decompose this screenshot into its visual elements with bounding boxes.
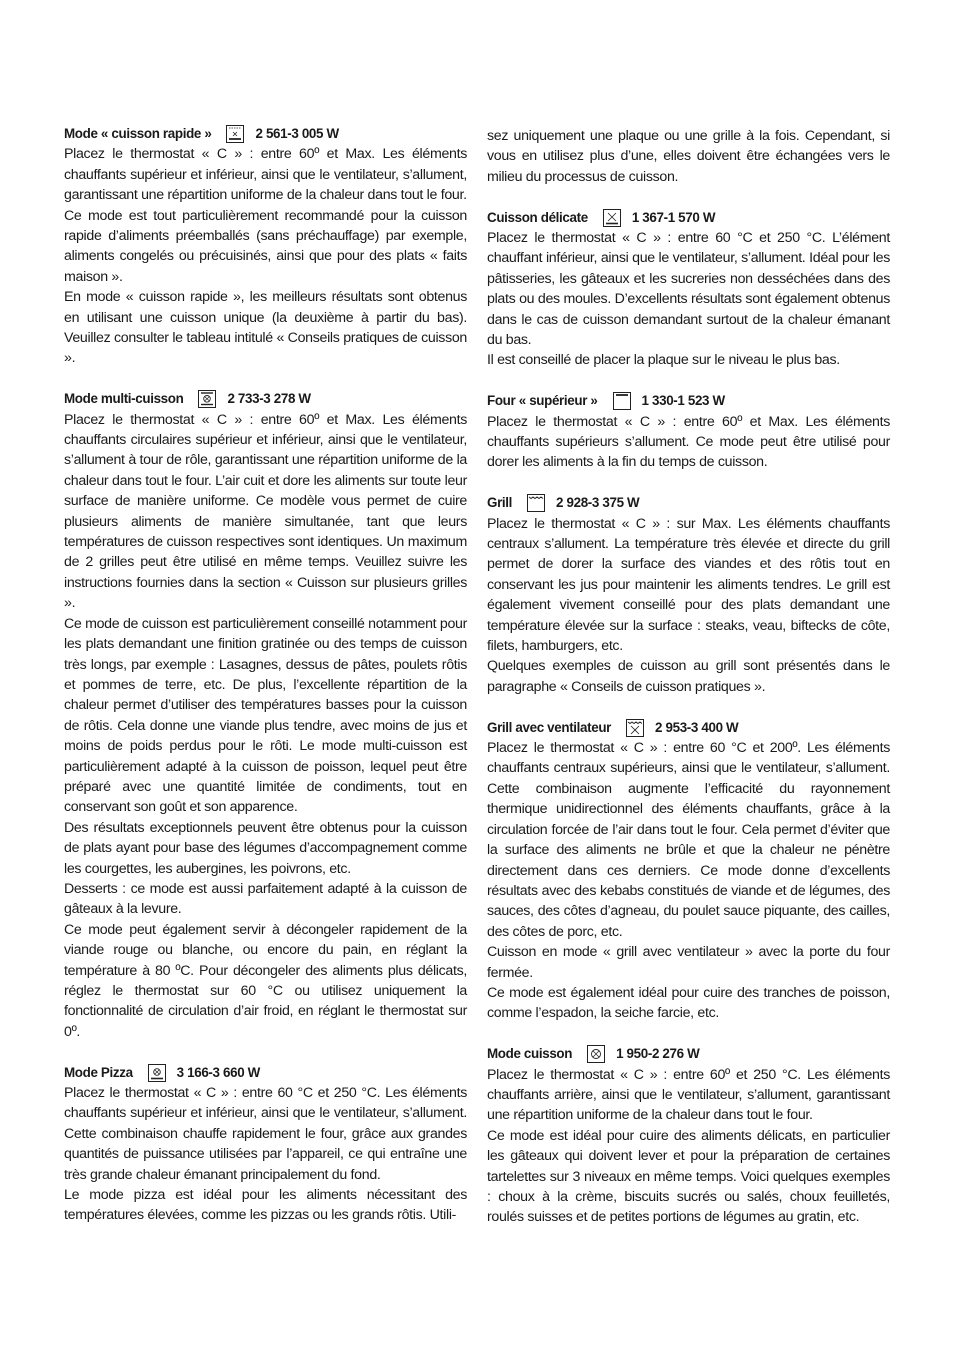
section-power: 3 166-3 660 W <box>176 1064 260 1080</box>
section-title: Grill avec ventilateur <box>487 719 612 735</box>
paragraph: Placez le thermostat « C » : entre 60º et Max. Les éléments chauffants circulaires supérieur et inférieur, ainsi que le ventilateur, s’allument à tour de rôle, garantissant une répartition uniforme de la chaleur dans tout le four. L’air cuit et dore les aliments sur toute leur surface de manière uniforme. Ce modèle vous permet de cuire plusieurs aliments de manière simultanée, tant que leurs températures de cuisson respectives sont identiques. Un maximum de 2 grilles peut être utilisé en même temps. Veuillez suivre les instructions fournies dans la section « Cuisson sur plusieurs grilles ». <box>64 411 467 612</box>
top-heat-icon <box>612 392 632 410</box>
section-power: 2 928-3 375 W <box>556 495 640 511</box>
paragraph: Le mode pizza est idéal pour les aliments nécessitant des températures élevées, comme les pizzas ou les grands rôtis. Utili- <box>64 1187 467 1224</box>
section-power: 1 950-2 276 W <box>616 1046 700 1062</box>
section-power: 2 733-3 278 W <box>227 391 311 407</box>
paragraph: Ce mode peut également servir à décongeler rapidement de la viande rouge ou blanche, ou encore du pain, en réglant la température à 80 ºC. Pour décongeler des aliments plus délicats, réglez le thermostat sur 60 °C ou utilisez uniquement la fonctionnalité de circulation d’air froid, en réglant le thermostat sur 0º. <box>64 921 467 1040</box>
fan-cooking-icon <box>586 1045 606 1063</box>
section-heading <box>64 389 467 409</box>
paragraph: Quelques exemples de cuisson au grill sont présentés dans le paragraphe « Conseils de cuisson pratiques ». <box>487 658 890 695</box>
section-title: Mode multi-cuisson <box>64 391 184 407</box>
paragraph: Desserts : ce mode est aussi parfaitement adapté à la cuisson de gâteaux à la levure. <box>64 880 467 918</box>
section-power: 2 561-3 005 W <box>255 126 339 141</box>
fast-cooking-icon <box>225 125 245 143</box>
paragraph: Des résultats exceptionnels peuvent être obtenus pour la cuisson de plats ayant pour base des légumes d’accompagnement comme les courgettes, les aubergines, les poivrons, etc. <box>64 819 467 877</box>
paragraph-continuation: sez uniquement une plaque ou une grille à la fois. Cependant, si vous en utilisez plus d’une, elles doivent être échangées vers le milieu du processus de cuisson. <box>487 128 890 185</box>
section-power: 1 367-1 570 W <box>631 209 716 225</box>
section-heading <box>487 718 890 738</box>
paragraph: En mode « cuisson rapide », les meilleurs résultats sont obtenus en utilisant une cuisson unique (la deuxième à partir du bas). Veuillez consulter le tableau intitulé « Conseils pratiques de cuisson ». <box>64 289 467 367</box>
section-power: 2 953-3 400 W <box>655 719 739 735</box>
paragraph: Cuisson en mode « grill avec ventilateur » avec la porte du four fermée. <box>487 944 890 981</box>
section-multi-cooking <box>64 389 467 1042</box>
paragraph: Il est conseillé de placer la plaque sur le niveau le plus bas. <box>487 352 840 369</box>
paragraph: Placez le thermostat « C » : entre 60 °C et 200º. Les éléments chauffants centraux supérieurs, ainsi que le ventilateur, s’allument. Cette combinaison augmente l’efficacité du rayonnement thermique unidirectionnel des éléments chauffants, grâce à la circulation forcée de l’air dans tout le four. Cela permet d’éviter que la surface des aliments ne brûle et que la chaleur ne pénètre directement dans ces derniers. Ce mode donne d’excellents résultats avec des kebabs constitués de viande et de légumes, des sauces, des côtes d’agneau, du poulet sauce piquante, des cailles, des côtes de porc, etc. <box>487 740 890 940</box>
paragraph: Ce mode est tout particulièrement recommandé pour la cuisson rapide d’aliments préemballés (sans préchauffage) par exemple, aliments congelés ou précuisinés, ainsi que pour des plats « faits maison ». <box>64 207 467 285</box>
section-heading <box>64 124 467 144</box>
delicate-cooking-icon <box>602 209 622 227</box>
multi-cooking-icon <box>197 390 217 408</box>
paragraph: Placez le thermostat « C » : entre 60º et Max. Les éléments chauffants supérieur et inférieur, ainsi que le ventilateur, s’allument, garantissant une répartition uniforme de la chaleur dans tout le four. <box>64 146 467 204</box>
section-fan-cooking <box>487 1044 890 1228</box>
section-heading <box>64 1063 467 1083</box>
paragraph: Ce mode est idéal pour cuire des aliments délicats, en particulier les gâteaux qui doivent lever et pour la préparation de certaines tartelettes sur 3 niveaux en même temps. Voici quelques exemples : choux à la crème, biscuits sucrés ou salés, choux feuilletés, roulés suisses et de petites portions de légumes au gratin, etc. <box>487 1127 890 1226</box>
section-pizza-mode <box>64 1063 467 1226</box>
paragraph: Ce mode de cuisson est particulièrement conseillé notamment pour les plats demandant une finition gratinée ou des temps de cuisson très longs, par exemple : Lasagnes, dessus de pâtes, poulets rôtis et pommes de terre, etc. De plus, l’excellente répartition de la chaleur permet d’utiliser des températures basses pour la cuisson de rôtis. Cela donne une viande plus tendre, avec moins de jus et moins de poids perdus pour le rôti. Le mode multi-cuisson est particulièrement adapté à la cuisson de poisson, lequel peut être préparé avec une quantité limitée de condiments, tout en conservant son goût et son apparence. <box>64 615 467 816</box>
section-heading <box>487 1044 890 1064</box>
section-heading <box>487 208 890 228</box>
section-title: Mode Pizza <box>64 1064 133 1080</box>
section-top-heat <box>487 391 890 473</box>
right-column <box>487 126 890 1228</box>
section-title: Mode « cuisson rapide » <box>64 126 212 141</box>
paragraph: Placez le thermostat « C » : entre 60 °C et 250 °C. L’élément chauffant inférieur, ainsi que le ventilateur, s’allument. Idéal pour les pâtisseries, les gâteaux et les sucreries non desséchées dans des plats ou des moules. D’excellents résultats sont également obtenus dans le cas de cuisson demandant surtout de la chaleur émanant du bas. <box>487 230 890 349</box>
grill-icon <box>526 494 546 512</box>
paragraph: Placez le thermostat « C » : entre 60º et 250 °C. Les éléments chauffants arrière, ainsi que le ventilateur, s’allument, garantissant une répartition uniforme de la chaleur dans tout le four. <box>487 1066 890 1124</box>
paragraph: Ce mode est également idéal pour cuire des tranches de poisson, comme l’espadon, la seiche farcie, etc. <box>487 984 890 1022</box>
section-title: Grill <box>487 495 513 511</box>
section-grill <box>487 493 890 697</box>
paragraph: Placez le thermostat « C » : sur Max. Les éléments chauffants centraux s’allument. La température très élevée et directe du grill permet de dorer la surface des viandes et des rôtis tout en conservant les jus pour maintenir les aliments tendres. Le grill est également vivement conseillé pour des plats demandant une température élevée sur la surface : steaks, veau, biftecks de côte, filets, hamburgers, etc. <box>487 515 890 655</box>
section-fast-cooking <box>64 124 467 369</box>
paragraph: Placez le thermostat « C » : entre 60 °C et 250 °C. Les éléments chauffants supérieur et inférieur, ainsi que le ventilateur, s’allument. Cette combinaison chauffe rapidement le four, grâce aux grandes quantités de puissance utilisées par l’appareil, ce qui entraîne une très grande chaleur émanant principalement du fond. <box>64 1085 467 1183</box>
section-power: 1 330-1 523 W <box>641 393 725 409</box>
section-fan-grill <box>487 718 890 1024</box>
section-title: Mode cuisson <box>487 1046 573 1062</box>
section-title: Four « supérieur » <box>487 393 598 409</box>
paragraph: Placez le thermostat « C » : entre 60º et Max. Les éléments chauffants supérieurs s’allument. Ce mode peut être utilisé pour dorer les aliments à la fin du temps de cuisson. <box>487 413 890 471</box>
section-heading <box>487 391 890 411</box>
fan-grill-icon <box>625 719 645 737</box>
pizza-mode-icon <box>147 1064 167 1082</box>
section-heading <box>487 493 890 513</box>
section-delicate-cooking <box>487 208 890 371</box>
section-title: Cuisson délicate <box>487 209 588 225</box>
left-column <box>64 124 467 1226</box>
